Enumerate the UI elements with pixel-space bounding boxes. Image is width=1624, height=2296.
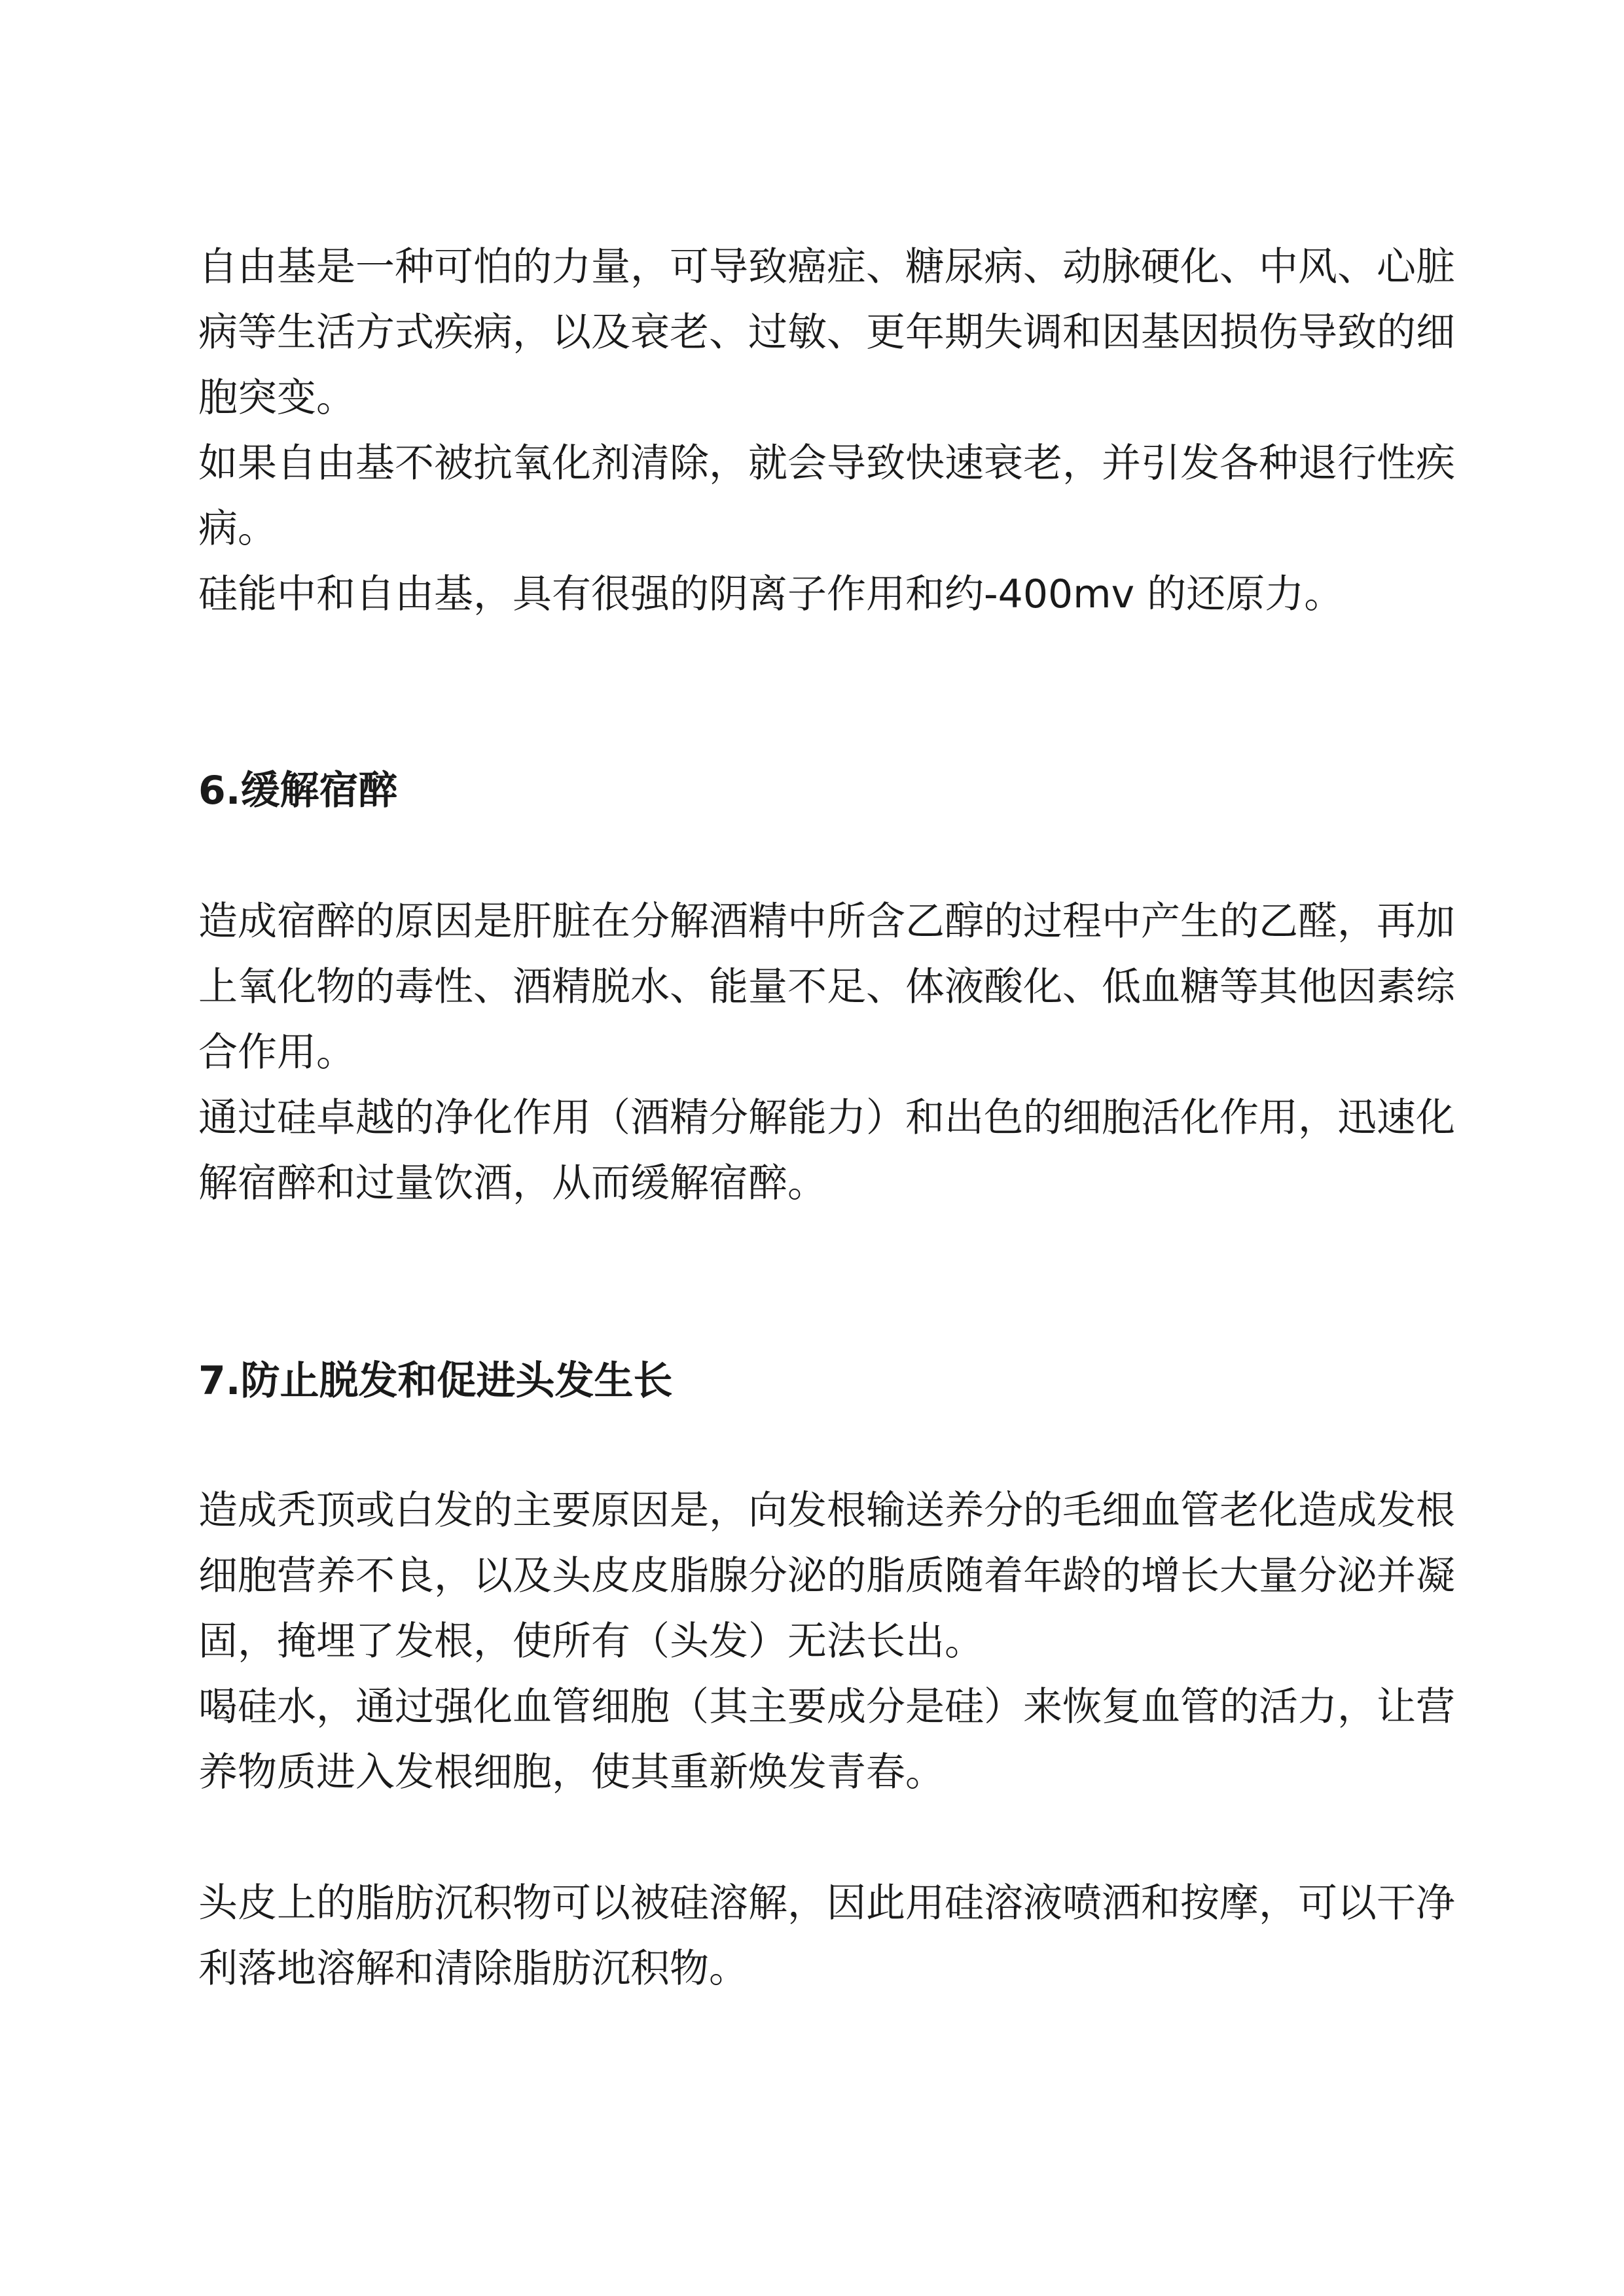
paragraph-line: 养物质进入发根细胞，使其重新焕发青春。: [198, 1749, 945, 1795]
paragraph-line: 病等生活方式疾病，以及衰老、过敏、更年期失调和因基因损伤导致的细: [198, 310, 1455, 355]
paragraph-line: 细胞营养不良，以及头皮皮脂腺分泌的脂质随着年龄的增长大量分泌并凝: [198, 1553, 1455, 1599]
paragraph-line: 自由基是一种可怕的力量，可导致癌症、糖尿病、动脉硬化、中风、心脏: [198, 244, 1455, 290]
paragraph-line: 造成秃顶或白发的主要原因是，向发根输送养分的毛细血管老化造成发根: [198, 1488, 1455, 1534]
section-heading: 7.防止脱发和促进头发生长: [198, 1358, 673, 1404]
paragraph-line: 造成宿醉的原因是肝脏在分解酒精中所含乙醇的过程中产生的乙醛，再加: [198, 899, 1455, 944]
paragraph-line: 上氧化物的毒性、酒精脱水、能量不足、体液酸化、低血糖等其他因素综: [198, 964, 1455, 1010]
paragraph-line: 头皮上的脂肪沉积物可以被硅溶解，因此用硅溶液喷洒和按摩，可以干净: [198, 1880, 1455, 1926]
paragraph-line: 胞突变。: [198, 375, 355, 421]
paragraph-line: 如果自由基不被抗氧化剂清除，就会导致快速衰老，并引发各种退行性疾: [198, 440, 1455, 486]
paragraph-line: 喝硅水，通过强化血管细胞（其主要成分是硅）来恢复血管的活力，让营: [198, 1684, 1455, 1730]
paragraph-line: 病。: [198, 506, 277, 552]
section-heading: 6.缓解宿醉: [198, 768, 398, 814]
paragraph-line: 固，掩埋了发根，使所有（头发）无法长出。: [198, 1619, 984, 1664]
paragraph-line: 解宿醉和过量饮酒，从而缓解宿醉。: [198, 1160, 827, 1206]
paragraph-line: 硅能中和自由基，具有很强的阴离子作用和约-400mv 的还原力。: [198, 571, 1344, 617]
paragraph-line: 合作用。: [198, 1030, 355, 1075]
paragraph-line: 利落地溶解和清除脂肪沉积物。: [198, 1946, 748, 1992]
paragraph-line: 通过硅卓越的净化作用（酒精分解能力）和出色的细胞活化作用，迅速化: [198, 1095, 1455, 1141]
